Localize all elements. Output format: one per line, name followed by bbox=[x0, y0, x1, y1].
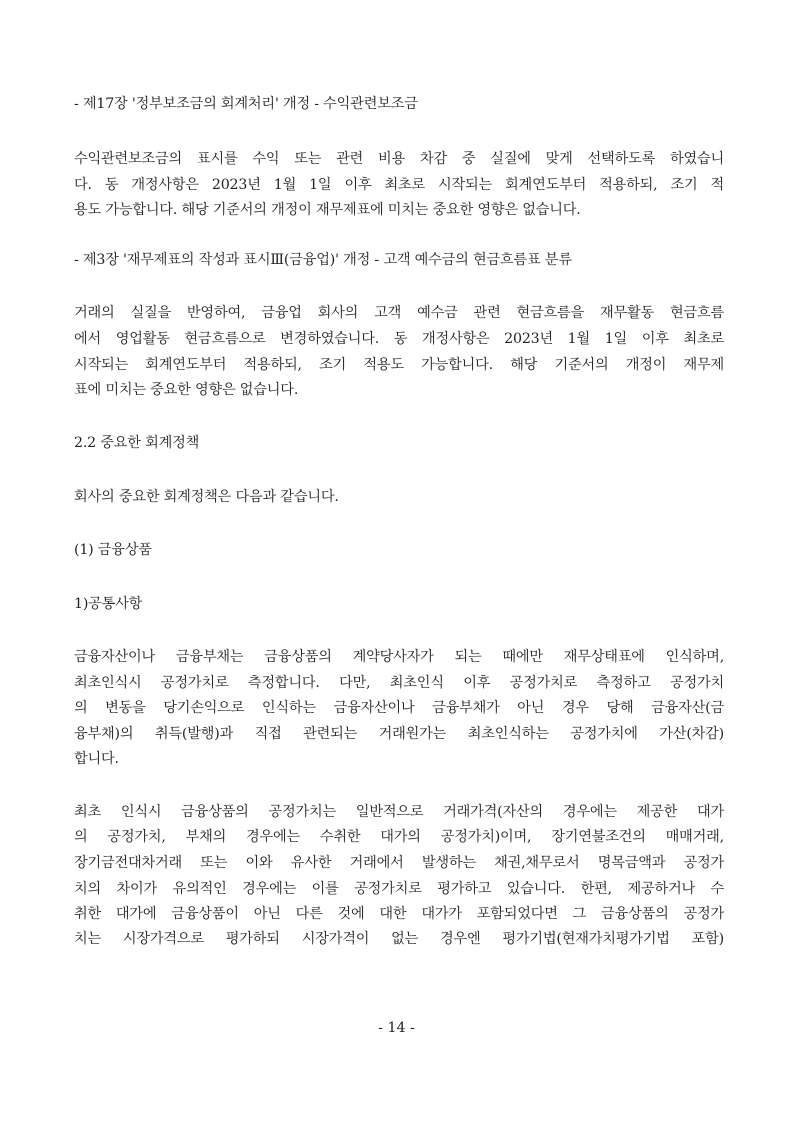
amendment-heading-ch3: - 제3장 '재무제표의 작성과 표시Ⅲ(금융업)' 개정 - 고객 예수금의 현금흐름표 분류 bbox=[74, 252, 572, 268]
paragraph-line: 최초인식시 공정가치로 측정합니다. 다만, 최초인식 이후 공정가치로 측정하고 공정가치 bbox=[74, 675, 724, 691]
paragraph-line: 용도 가능합니다. 해당 기준서의 개정이 재무제표에 미치는 중요한 영향은 없습니다. bbox=[74, 202, 581, 218]
paragraph-line: 다. 동 개정사항은 2023년 1월 1일 이후 최초로 시작되는 회계연도부터 적용하되, 조기 적 bbox=[74, 177, 724, 193]
paragraph-line: 취한 대가에 금융상품이 아닌 다른 것에 대한 대가가 포함되었다면 그 금융상품의 공정가 bbox=[74, 906, 724, 922]
subsection-heading: 1)공통사항 bbox=[74, 596, 143, 612]
paragraph-line: 치는 시장가격으로 평가하되 시장가격이 없는 경우엔 평가기법(현재가치평가기법 포함) bbox=[74, 931, 724, 947]
paragraph-line: 융부채)의 취득(발행)과 직접 관련되는 거래원가는 최초인식하는 공정가치에 가산(차감) bbox=[74, 726, 724, 742]
amendment-heading-ch17: - 제17장 '정부보조금의 회계처리' 개정 - 수익관련보조금 bbox=[74, 96, 418, 112]
paragraph-line: 의 공정가치, 부채의 경우에는 수취한 대가의 공정가치)이며, 장기연불조건의 매매거래, bbox=[74, 829, 724, 845]
paragraph-line: 거래의 실질을 반영하여, 금융업 회사의 고객 예수금 관련 현금흐름을 재무활동 현금흐름 bbox=[74, 305, 724, 321]
paragraph-line: 수익관련보조금의 표시를 수익 또는 관련 비용 차감 중 실질에 맞게 선택하도록 하였습니 bbox=[74, 151, 724, 167]
paragraph-line: 의 변동을 당기손익으로 인식하는 금융자산이나 금융부채가 아닌 경우 당해 금융자산(금 bbox=[74, 700, 724, 716]
paragraph-line: 에서 영업활동 현금흐름으로 변경하였습니다. 동 개정사항은 2023년 1월 1일 이후 최초로 bbox=[74, 331, 724, 347]
paragraph-line: 장기금전대차거래 또는 이와 유사한 거래에서 발생하는 채권,채무로서 명목금액과 공정가 bbox=[74, 855, 724, 871]
paragraph-line: 시작되는 회계연도부터 적용하되, 조기 적용도 가능합니다. 해당 기준서의 개정이 재무제 bbox=[74, 357, 724, 373]
paragraph-line: 회사의 중요한 회계정책은 다음과 같습니다. bbox=[74, 489, 339, 505]
paragraph-line: 최초 인식시 금융상품의 공정가치는 일반적으로 거래가격(자산의 경우에는 제공한 대가 bbox=[74, 804, 724, 820]
page-number: - 14 - bbox=[378, 1020, 415, 1036]
paragraph-line: 표에 미치는 중요한 영향은 없습니다. bbox=[74, 382, 299, 398]
subsection-heading: (1) 금융상품 bbox=[74, 542, 152, 558]
paragraph-line: 치의 차이가 유의적인 경우에는 이를 공정가치로 평가하고 있습니다. 한편, 제공하거나 수 bbox=[74, 881, 724, 897]
paragraph-line: 합니다. bbox=[74, 751, 119, 767]
paragraph-line: 금융자산이나 금융부채는 금융상품의 계약당사자가 되는 때에만 재무상태표에 인식하며, bbox=[74, 649, 724, 665]
section-heading: 2.2 중요한 회계정책 bbox=[74, 435, 200, 451]
